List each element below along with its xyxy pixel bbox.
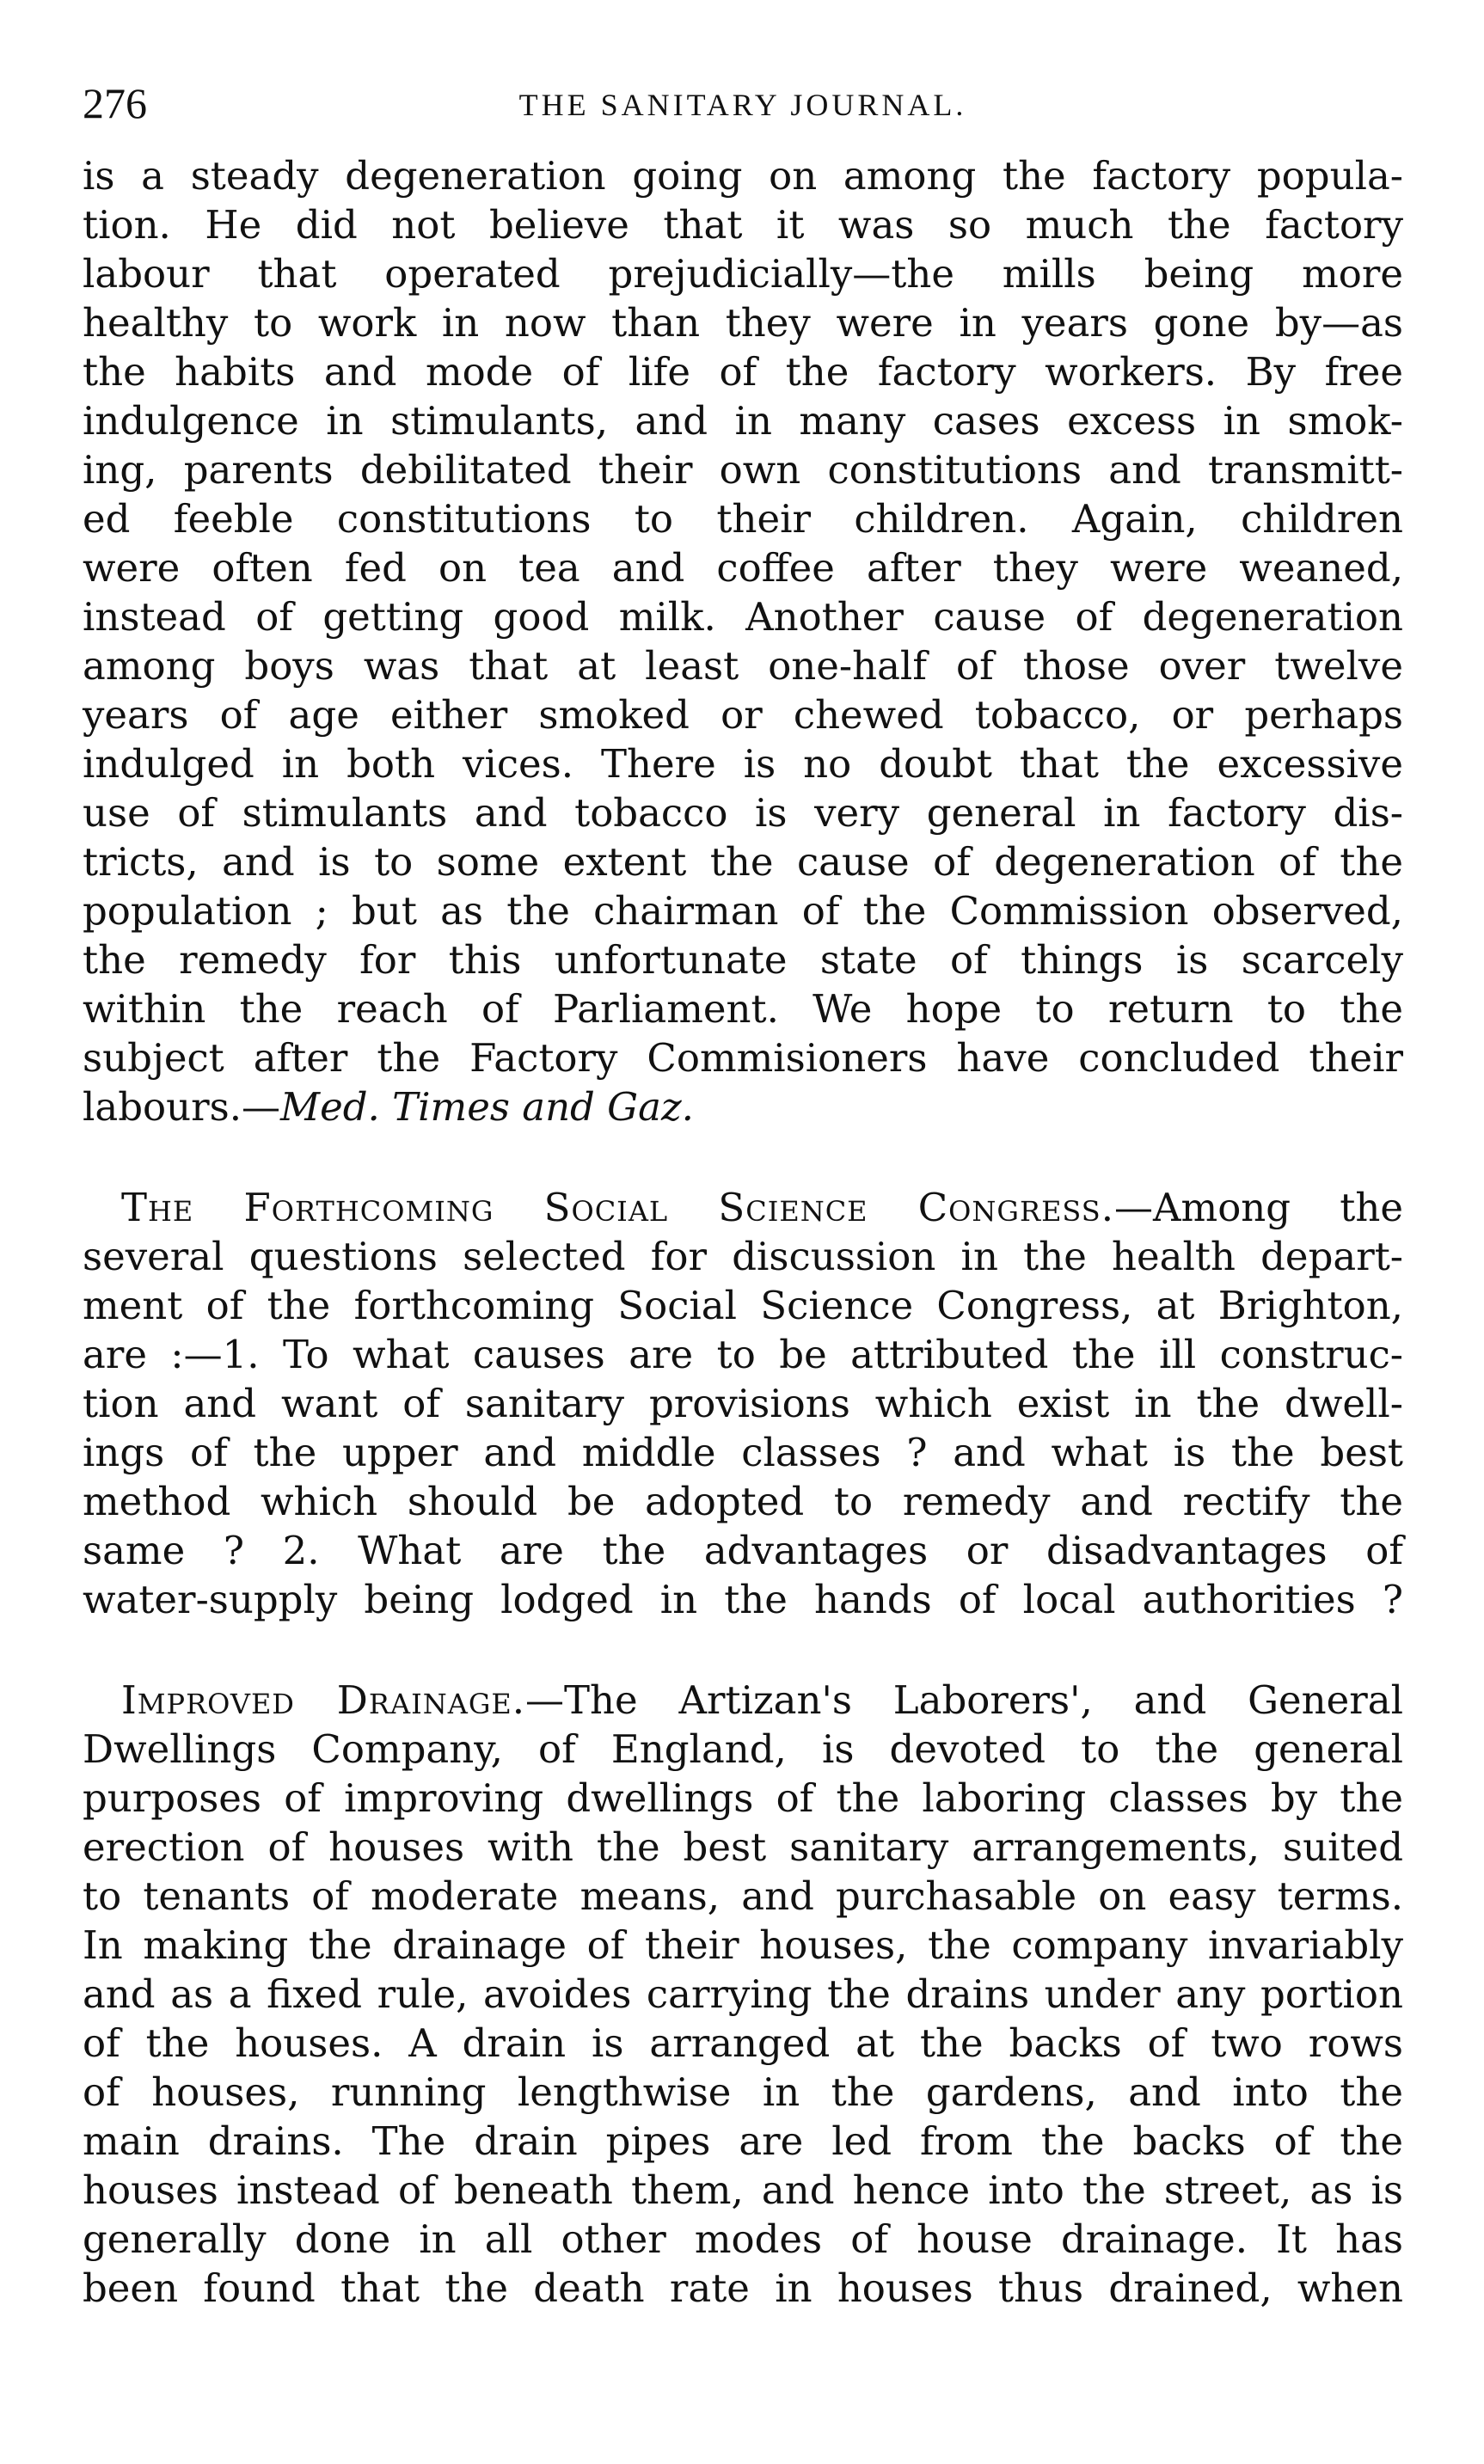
text-line: ed feeble constitutions to their children. Again, children	[83, 496, 1403, 542]
text-line: of the houses. A drain is arranged at the backs of two rows	[83, 2020, 1403, 2066]
text-fragment: —The Artizan's Laborers', and General	[525, 1677, 1403, 1723]
text-line: Dwellings Company, of England, is devoted to the general	[83, 1726, 1403, 1772]
text-line: been found that the death rate in houses thus drained, when	[83, 2265, 1403, 2311]
article-paragraph-social-science-congress	[83, 1183, 1403, 1624]
text-line: ing, parents debilitated their own constitutions and transmitt-	[83, 447, 1403, 493]
text-line: In making the drainage of their houses, the company invariably	[83, 1922, 1403, 1968]
text-line: tricts, and is to some extent the cause of degeneration of the	[83, 839, 1403, 885]
text-line: indulgence in stimulants, and in many cases excess in smok-	[83, 398, 1403, 444]
journal-page	[83, 79, 1403, 2313]
text-line: subject after the Factory Commisioners have concluded their	[83, 1035, 1403, 1081]
text-line-first	[83, 1183, 1403, 1232]
text-line: method which should be adopted to remedy and rectify the	[83, 1479, 1403, 1524]
text-fragment: —Among the	[1114, 1185, 1403, 1230]
text-line: several questions selected for discussion in the health depart-	[83, 1234, 1403, 1279]
text-line: the remedy for this unfortunate state of things is scarcely	[83, 937, 1403, 983]
text-line: water-supply being lodged in the hands of local authorities ?	[83, 1577, 1403, 1622]
text-line: within the reach of Parliament. We hope to return to the	[83, 986, 1403, 1032]
journal-title: THE SANITARY JOURNAL.	[518, 88, 967, 122]
page-number: 276	[83, 79, 147, 127]
text-line: were often fed on tea and coffee after they were weaned,	[83, 545, 1403, 591]
text-line: main drains. The drain pipes are led from the backs of the	[83, 2118, 1403, 2164]
text-line: purposes of improving dwellings of the laboring classes by the	[83, 1775, 1403, 1821]
text-line: the habits and mode of life of the factory workers. By free	[83, 349, 1403, 395]
section-heading: The Forthcoming Social Science Congress.	[121, 1185, 1115, 1230]
text-line: same ? 2. What are the advantages or disadvantages of	[83, 1528, 1403, 1573]
text-line: erection of houses with the best sanitary arrangements, suited	[83, 1824, 1403, 1870]
text-line: use of stimulants and tobacco is very general in factory dis-	[83, 790, 1403, 836]
text-line: houses instead of beneath them, and hence into the street, as is	[83, 2167, 1403, 2213]
text-line: of houses, running lengthwise in the gardens, and into the	[83, 2069, 1403, 2115]
text-fragment: labours.—	[83, 1084, 281, 1130]
text-line: and as a fixed rule, avoides carrying the drains under any portion	[83, 1971, 1403, 2017]
section-heading: Improved Drainage.	[121, 1677, 526, 1723]
text-line: tion. He did not believe that it was so much the factory	[83, 202, 1403, 248]
text-line: are :—1. To what causes are to be attributed the ill construc-	[83, 1332, 1403, 1377]
text-line: tion and want of sanitary provisions which exist in the dwell-	[83, 1381, 1403, 1426]
article-paragraph-improved-drainage	[83, 1676, 1403, 2313]
text-line-final	[83, 1082, 1403, 1131]
text-line: population ; but as the chairman of the Commission observed,	[83, 888, 1403, 934]
text-line: among boys was that at least one-half of those over twelve	[83, 643, 1403, 689]
text-line: ings of the upper and middle classes ? and what is the best	[83, 1430, 1403, 1475]
text-line: indulged in both vices. There is no doubt that the excessive	[83, 741, 1403, 787]
text-line: ment of the forthcoming Social Science Congress, at Brighton,	[83, 1283, 1403, 1328]
text-line: instead of getting good milk. Another cause of degeneration	[83, 594, 1403, 640]
text-line: labour that operated prejudicially—the mills being more	[83, 251, 1403, 297]
text-line: generally done in all other modes of house drainage. It has	[83, 2216, 1403, 2262]
text-line: is a steady degeneration going on among the factory popula-	[83, 153, 1403, 199]
text-line: years of age either smoked or chewed tobacco, or perhaps	[83, 692, 1403, 738]
text-line: to tenants of moderate means, and purchasable on easy terms.	[83, 1873, 1403, 1919]
section-gap	[83, 1624, 1403, 1676]
running-head	[83, 79, 1403, 131]
section-gap	[83, 1131, 1403, 1183]
article-paragraph-factory-population	[83, 151, 1403, 1131]
text-line: healthy to work in now than they were in years gone by—as	[83, 300, 1403, 346]
source-citation: Med. Times and Gaz.	[280, 1084, 694, 1130]
text-line-first	[83, 1676, 1403, 1725]
